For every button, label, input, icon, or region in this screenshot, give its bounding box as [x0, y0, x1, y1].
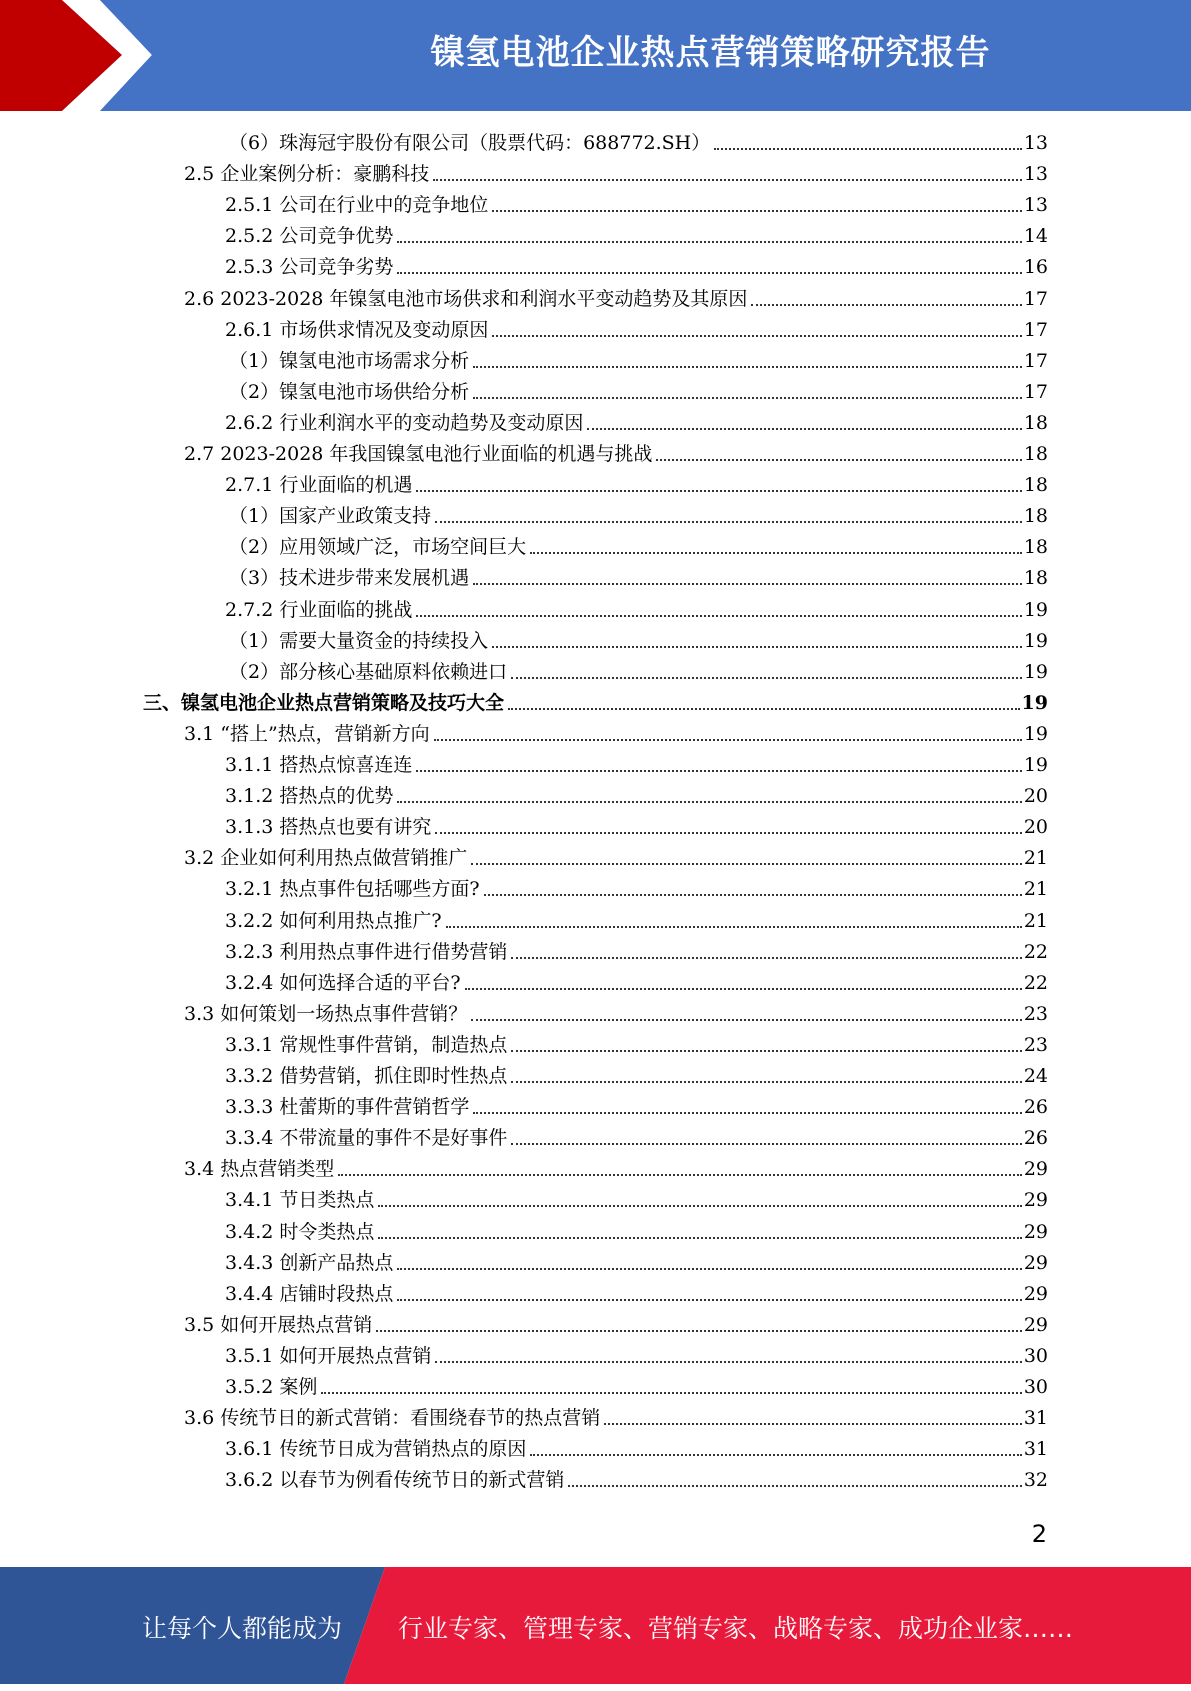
toc-dot-leader [321, 1391, 1021, 1394]
toc-entry[interactable] [225, 407, 1048, 435]
toc-entry-page: 23 [1023, 1002, 1048, 1025]
toc-entry-title: （3）技术进步带来发展机遇 [229, 567, 470, 590]
toc-entry-title: 2.6.2 行业利润水平的变动趋势及变动原因 [225, 411, 584, 434]
toc-entry-page: 13 [1023, 194, 1048, 217]
toc-entry[interactable] [225, 873, 1048, 901]
toc-dot-leader [530, 1453, 1021, 1456]
toc-entry[interactable] [184, 718, 1048, 746]
toc-dot-leader [338, 1173, 1022, 1176]
toc-entry[interactable] [225, 936, 1048, 964]
toc-entry[interactable] [225, 1340, 1048, 1368]
toc-dot-leader [492, 645, 1022, 648]
toc-entry-page: 31 [1023, 1438, 1048, 1461]
toc-entry[interactable] [229, 127, 1048, 155]
toc-dot-leader [471, 862, 1022, 865]
toc-dot-leader [751, 303, 1021, 306]
toc-entry[interactable] [229, 625, 1048, 653]
toc-dot-leader [376, 1329, 1022, 1332]
toc-entry-page: 19 [1023, 598, 1048, 621]
toc-entry-title: 3.2.3 利用热点事件进行借势营销 [225, 940, 508, 963]
toc-dot-leader [471, 1018, 1022, 1021]
toc-dot-leader [511, 1080, 1021, 1083]
toc-entry-title: 2.6 2023-2028 年镍氢电池市场供求和利润水平变动趋势及其原因 [184, 287, 748, 310]
toc-dot-leader [492, 209, 1021, 212]
toc-entry[interactable] [225, 905, 1048, 933]
toc-entry-page: 16 [1023, 256, 1048, 279]
toc-entry[interactable] [229, 656, 1048, 684]
toc-entry-title: 3.6.2 以春节为例看传统节日的新式营销 [225, 1469, 565, 1492]
toc-entry[interactable] [225, 780, 1048, 808]
toc-entry-page: 13 [1023, 132, 1048, 154]
toc-entry-title: 3.4.4 店铺时段热点 [225, 1282, 394, 1305]
toc-entry[interactable] [184, 438, 1048, 466]
toc-dot-leader [508, 707, 1020, 710]
toc-entry-title: （2）应用领域广泛，市场空间巨大 [229, 536, 527, 559]
toc-dot-leader [530, 551, 1022, 554]
toc-entry-title: 3.4.2 时令类热点 [225, 1220, 375, 1243]
toc-entry-title: 3.4.1 节日类热点 [225, 1189, 375, 1212]
toc-entry[interactable] [225, 1464, 1048, 1492]
toc-dot-leader [416, 489, 1021, 492]
toc-entry-title: 2.7 2023-2028 年我国镍氢电池行业面临的机遇与挑战 [184, 443, 653, 465]
footer-slogan-right: 行业专家、管理专家、营销专家、战略专家、成功企业家…… [398, 1614, 1074, 1643]
toc-dot-leader [511, 956, 1021, 959]
toc-entry-page: 18 [1023, 474, 1048, 497]
toc-dot-leader [473, 396, 1022, 399]
toc-entry-title: 3.2.4 如何选择合适的平台? [225, 971, 461, 994]
toc-dot-leader [484, 893, 1022, 896]
toc-dot-leader [511, 1049, 1021, 1052]
toc-entry-title: 3.6 传统节日的新式营销：看围绕春节的热点营销 [184, 1407, 601, 1430]
toc-dot-leader [656, 458, 1021, 461]
toc-entry-page: 29 [1023, 1251, 1048, 1274]
toc-entry[interactable] [229, 376, 1048, 404]
toc-entry[interactable] [184, 283, 1048, 311]
toc-dot-leader [465, 987, 1022, 990]
toc-entry-page: 18 [1023, 505, 1048, 528]
toc-dot-leader [714, 147, 1022, 150]
toc-entry[interactable] [229, 500, 1048, 528]
toc-entry-title: 3.4 热点营销类型 [184, 1158, 335, 1181]
toc-entry-page: 18 [1023, 567, 1048, 590]
toc-entry[interactable] [229, 562, 1048, 590]
toc-entry[interactable] [229, 345, 1048, 373]
toc-entry-title: 3.1 “搭上”热点，营销新方向 [184, 722, 430, 745]
toc-entry[interactable] [184, 1309, 1048, 1337]
toc-entry-page: 22 [1023, 940, 1048, 963]
toc-entry-title: 2.7.1 行业面临的机遇 [225, 474, 413, 497]
toc-entry[interactable] [225, 1278, 1048, 1306]
toc-dot-leader [378, 1236, 1021, 1239]
toc-entry-page: 20 [1023, 816, 1048, 839]
toc-entry-page: 18 [1023, 536, 1048, 559]
toc-entry[interactable] [229, 531, 1048, 559]
toc-entry-title: （1）镍氢电池市场需求分析 [229, 349, 470, 372]
toc-dot-leader [397, 271, 1021, 274]
toc-entry[interactable] [225, 1216, 1048, 1244]
toc-entry-page: 19 [1023, 722, 1048, 745]
toc-entry[interactable] [225, 967, 1048, 995]
toc-entry-title: 3.2 企业如何利用热点做营销推广 [184, 847, 468, 870]
toc-dot-leader [511, 1142, 1021, 1145]
toc-dot-leader [434, 738, 1022, 741]
toc-entry-page: 29 [1023, 1220, 1048, 1243]
toc-entry-title: （1）需要大量资金的持续投入 [229, 629, 489, 652]
toc-entry-title: （2）部分核心基础原料依赖进口 [229, 660, 508, 683]
toc-entry-page: 19 [1023, 629, 1048, 652]
toc-dot-leader [416, 614, 1021, 617]
toc-entry[interactable] [184, 1153, 1048, 1181]
toc-entry-page: 21 [1023, 847, 1048, 870]
toc-dot-leader [378, 1204, 1021, 1207]
toc-dot-leader [433, 178, 1022, 181]
toc-dot-leader [473, 582, 1022, 585]
toc-entry[interactable] [225, 749, 1048, 777]
toc-entry-title: 2.6.1 市场供求情况及变动原因 [225, 318, 489, 341]
toc-entry[interactable] [225, 811, 1048, 839]
toc-entry-page: 26 [1023, 1096, 1048, 1119]
toc-entry[interactable] [225, 1247, 1048, 1275]
toc-entry[interactable] [184, 1402, 1048, 1430]
toc-entry-page: 18 [1023, 443, 1048, 465]
toc-entry-page: 24 [1023, 1065, 1048, 1087]
toc-entry-title: 3.4.3 创新产品热点 [225, 1251, 394, 1274]
toc-entry[interactable] [184, 998, 1048, 1026]
toc-entry-page: 23 [1023, 1033, 1048, 1056]
toc-entry-title: 3.3.3 杜蕾斯的事件营销哲学 [225, 1096, 470, 1119]
toc-entry-title: 2.5.1 公司在行业中的竞争地位 [225, 194, 489, 217]
toc-entry-title: 三、镍氢电池企业热点营销策略及技巧大全 [143, 691, 505, 714]
toc-entry[interactable] [225, 251, 1048, 279]
toc-entry-page: 18 [1023, 411, 1048, 434]
toc-entry-page: 17 [1023, 287, 1048, 310]
toc-entry-page: 17 [1023, 349, 1048, 372]
toc-dot-leader [604, 1422, 1022, 1425]
toc-entry[interactable] [225, 220, 1048, 248]
toc-entry-title: 3.3.4 不带流量的事件不是好事件 [225, 1127, 508, 1150]
toc-entry-page: 21 [1023, 909, 1048, 932]
toc-entry-title: 2.5 企业案例分析：豪鹏科技 [184, 163, 430, 186]
toc-entry-page: 21 [1023, 878, 1048, 901]
toc-dot-leader [397, 1267, 1021, 1270]
toc-dot-leader [397, 1298, 1021, 1301]
toc-entry-page: 17 [1023, 318, 1048, 341]
toc-dot-leader [473, 1111, 1021, 1114]
toc-dot-leader [435, 520, 1022, 523]
toc-entry[interactable] [225, 469, 1048, 497]
toc-entry[interactable] [225, 1091, 1048, 1119]
toc-dot-leader [397, 800, 1021, 803]
toc-entry-title: 2.5.2 公司竞争优势 [225, 225, 394, 248]
footer-banner [0, 1567, 1191, 1684]
toc-entry[interactable] [225, 314, 1048, 342]
toc-entry-title: 3.5.1 如何开展热点营销 [225, 1344, 432, 1367]
toc-entry-page: 19 [1021, 691, 1048, 714]
report-title: 镍氢电池企业热点营销策略研究报告 [430, 33, 991, 73]
toc-entry-title: 3.3.1 常规性事件营销，制造热点 [225, 1033, 508, 1056]
toc-entry[interactable] [225, 1060, 1048, 1088]
toc-entry-page: 29 [1023, 1313, 1048, 1336]
toc-entry-page: 30 [1023, 1344, 1048, 1367]
toc-entry-page: 30 [1023, 1376, 1048, 1398]
toc-entry-page: 29 [1023, 1282, 1048, 1305]
toc-entry-title: 3.5.2 案例 [225, 1376, 318, 1398]
toc-entry[interactable] [225, 1184, 1048, 1212]
toc-entry-title: 3.2.2 如何利用热点推广? [225, 909, 442, 932]
toc-entry-title: 3.3.2 借势营销，抓住即时性热点 [225, 1065, 508, 1087]
toc-entry-title: 3.5 如何开展热点营销 [184, 1313, 373, 1336]
toc-entry[interactable] [143, 687, 1048, 715]
toc-entry-title: （6）珠海冠宇股份有限公司（股票代码：688772.SH） [229, 132, 711, 154]
toc-entry[interactable] [225, 594, 1048, 622]
toc-entry-title: （2）镍氢电池市场供给分析 [229, 380, 470, 403]
toc-entry-page: 17 [1023, 380, 1048, 403]
toc-entry[interactable] [225, 1433, 1048, 1461]
toc-dot-leader [435, 831, 1021, 834]
toc-dot-leader [416, 769, 1021, 772]
toc-entry[interactable] [225, 1371, 1048, 1399]
footer-slogan-left: 让每个人都能成为 [142, 1614, 343, 1643]
toc-entry-page: 20 [1023, 785, 1048, 808]
toc-entry[interactable] [225, 1122, 1048, 1150]
toc-entry-page: 22 [1023, 971, 1048, 994]
toc-entry-title: 3.3 如何策划一场热点事件营销？ [184, 1002, 468, 1025]
toc-entry-title: 2.7.2 行业面临的挑战 [225, 598, 413, 621]
page-number: 2 [1031, 1520, 1047, 1548]
toc-entry-page: 31 [1023, 1407, 1048, 1430]
toc-entry[interactable] [184, 158, 1048, 186]
toc-dot-leader [435, 1360, 1021, 1363]
toc-dot-leader [511, 676, 1022, 679]
toc-entry-title: 3.1.3 搭热点也要有讲究 [225, 816, 432, 839]
toc-entry-page: 19 [1023, 754, 1048, 776]
toc-dot-leader [587, 427, 1021, 430]
toc-entry-title: （1）国家产业政策支持 [229, 505, 432, 528]
toc-entry-title: 3.6.1 传统节日成为营销热点的原因 [225, 1438, 527, 1461]
toc-dot-leader [492, 334, 1021, 337]
toc-dot-leader [397, 240, 1021, 243]
toc-entry-title: 2.5.3 公司竞争劣势 [225, 256, 394, 279]
toc-entry-title: 3.2.1 热点事件包括哪些方面? [225, 878, 480, 901]
toc-entry-page: 26 [1023, 1127, 1048, 1150]
toc-entry[interactable] [225, 189, 1048, 217]
toc-entry[interactable] [184, 842, 1048, 870]
toc-dot-leader [568, 1484, 1021, 1487]
header-banner [0, 0, 1191, 111]
toc-entry-page: 32 [1023, 1469, 1048, 1492]
toc-dot-leader [446, 925, 1022, 928]
toc-entry-title: 3.1.1 搭热点惊喜连连 [225, 754, 413, 776]
toc-entry-page: 13 [1023, 163, 1048, 186]
toc-entry-page: 29 [1023, 1189, 1048, 1212]
toc-entry-page: 14 [1023, 225, 1048, 248]
toc-dot-leader [473, 365, 1022, 368]
toc-entry-page: 19 [1023, 660, 1048, 683]
toc-entry-page: 29 [1023, 1158, 1048, 1181]
toc-entry[interactable] [225, 1029, 1048, 1057]
toc-entry-title: 3.1.2 搭热点的优势 [225, 785, 394, 808]
